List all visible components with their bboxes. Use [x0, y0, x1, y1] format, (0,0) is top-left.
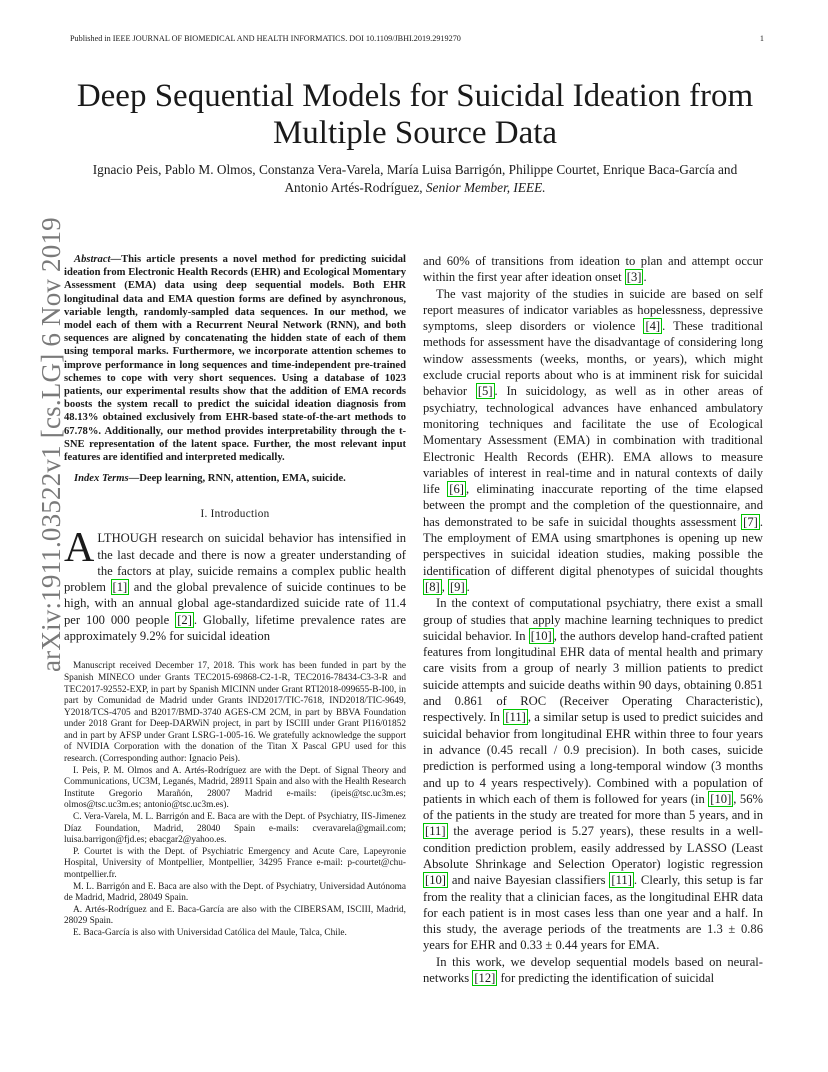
footnote: C. Vera-Varela, M. L. Barrigón and E. Baca are with the Dept. of Psychiatry, IIS-Jimenez Díaz Foundation, Madrid, 28040 Spain e-mails: cveravarela@gmail.com; luisa.barrigon@fjd.es; ebacgar2@yahoo.es. — [64, 812, 406, 846]
body-paragraph — [423, 286, 763, 596]
citation-link[interactable]: [11] — [505, 710, 526, 725]
arxiv-watermark: arXiv:1911.03522v1 [cs.LG] 6 Nov 2019 — [36, 217, 66, 672]
section-heading: I. Introduction — [200, 508, 270, 521]
footnote: P. Courtet is with the Dept. of Psychiatric Emergency and Acute Care, Lapeyronie Hospital, University of Montpellier, Montpellier, 34295 France e-mail: p-courtet@chu-montpellier.fr. — [64, 846, 406, 881]
citation-link[interactable]: [1] — [112, 580, 128, 595]
footnote: Manuscript received December 17, 2018. This work has been funded in part by the Spanish MINECO under Grants TEC2015-69868-C2-1-R, TEC2016-78434-C3-3-R and TEC2017-92552-EXP, in part by Spanish MICINN under Grant RTI2018-099655-B-I00, in part by Comunidad de Madrid under Grants IND2017/TIC-7618, IND2018/TIC-9649, Y2018/TCS-4705 and B2017/BMD-3740 AGES-CM 2CM, in part by BBVA Foundation under 2018 Grant for Deep-DARWiN project, in part by ISCIII under Grant PI16/01852 and in part by AFSP under Grant LSRG-1-005-16. We gratefully acknowledge the support of NVIDIA Corporation with the donation of the Titan X Pascal GPU used for this research. (Corresponding author: Ignacio Peis). — [64, 661, 406, 765]
body-text: . — [466, 579, 470, 594]
index-terms-text: —Deep learning, RNN, attention, EMA, suicide. — [128, 473, 346, 485]
body-text: , 56% of the patients in the study are treated for more than 5 years, and in — [423, 791, 763, 823]
citation-link[interactable]: [6] — [449, 482, 464, 497]
body-text: and 60% of transitions from ideation to plan and attempt occur within the first year after ideation onset — [423, 254, 763, 285]
body-text: . These traditional methods for assessment have the disadvantage of considering long window assessments (weeks, months, or years), which might exclude crucial reports about who is at imminent risk for suicidal behavior — [423, 319, 763, 399]
citation-link[interactable]: [4] — [645, 319, 661, 334]
body-text: . The employment of EMA using smartphones is opening up new perspectives in suicidal ideation studies, making possible the identification of different digital phenotypes of suicidal thoughts — [423, 514, 763, 578]
body-text: , a similar setup is used to predict suicides and suicidal behavior from longitudinal EHR within three to four years in advance (0.45 recall / 0.9 precision). In both cases, suicide prediction is performed using a long-temporal window (3 months and up to 4 years respectively). Combined with a population of patients in which each of them is followed for years (in — [423, 710, 763, 806]
body-text: In the context of computational psychiatry, there exist a small group of studies that apply machine learning techniques to predict suicidal behavior. In — [423, 596, 763, 643]
body-text: for predicting the identification of suicidal — [497, 971, 715, 986]
citation-link[interactable]: [10] — [710, 791, 732, 806]
abstract — [64, 253, 406, 464]
journal-line: Published in IEEE JOURNAL OF BIOMEDICAL AND HEALTH INFORMATICS. DOI 10.1109/JBHI.2019.2919270 — [70, 34, 461, 43]
abstract-text: —This article presents a novel method for predicting suicidal ideation from Electronic Health Records (EHR) and Ecological Momentary Assessment (EMA) data using deep sequential models. Both EHR longitudinal data and EMA question forms are defined by asynchronous, variable length, randomly-sampled data sequences. In our method, we model each of them with a Recurrent Neural Network (RNN), and both sequences are aligned by concatenating the hidden state of each of them using temporal marks. Furthermore, we incorporate attention schemes to improve performance in long sequences and time-independent pre-trained schemes to cope with very short sequences. Using a database of 1023 patients, our experimental results show that the addition of EMA records boosts the system recall to predict the suicidal ideation diagnosis from 48.13% obtained exclusively from EHR-based state-of-the-art methods to 67.78%. Additionally, our method provides interpretability through the t-SNE representation of the latent space. Further, the most relevant input features are identified and interpreted medically. — [64, 254, 406, 464]
citation-link[interactable]: [9] — [449, 579, 465, 594]
body-text: , eliminating inaccurate reporting of the time elapsed between the prompt and the completion of the questionnaire, and has demonstrated to be safe in suicidal thoughts assessment — [423, 482, 763, 529]
body-text: and naive Bayesian classifiers — [447, 873, 610, 888]
citation-link[interactable]: [2] — [177, 612, 192, 627]
right-column — [423, 253, 763, 986]
footnotes — [64, 661, 406, 939]
body-text: In this work, we develop sequential models based on neural-networks — [423, 954, 763, 986]
body-text: . Clearly, this setup is far from the reality that a clinician faces, as the longitudinal EHR data for each patient is in most cases less than one year and a half. In this study, the average periods of the treatments are 1.3 ± 0.86 years for EHR and 0.33 ± 0.44 years for EMA. — [423, 873, 763, 953]
citation-link[interactable]: [10] — [530, 628, 552, 643]
body-text: , the authors develop hand-crafted patient features from longitudinal EHR data of mental health and primary care visits from a group of nearly 3 million patients to predict suicide attempts and suicide deaths within 90 days, obtaining 0.851 and 0.861 of ROC (Receiver Operating Characteristic), respectively. In — [423, 628, 763, 725]
intro-paragraph — [64, 525, 407, 644]
index-terms — [64, 472, 406, 485]
citation-link[interactable]: [10] — [425, 873, 446, 888]
left-column — [64, 253, 406, 940]
citation-link[interactable]: [11] — [425, 824, 446, 839]
body-text: . In suicidology, as well as in other areas of psychiatry, technological advances have enhanced ambulatory monitoring techniques and facilitate the use of Ecological Momentary Assessment (EMA) in combination with traditional Electronic Health Records (EHR). EMA allows to measure variables of interest in real-time and in natural contexts of daily life — [423, 384, 763, 497]
body-text: The vast majority of the studies in suicide are based on self report measures of indicator variables as hopelessness, depressive symptoms, sleep disorders or violence — [423, 286, 763, 334]
paper-title: Deep Sequential Models for Suicidal Ideation from Multiple Source Data — [76, 78, 754, 151]
intro-text-2: and the global prevalence of suicide continues to be high, with an annual global age-standardized suicide rate of 11.4 per 100 000 people — [64, 580, 407, 627]
page-number: 1 — [759, 34, 764, 43]
author-honor: Senior Member, IEEE. — [425, 180, 546, 195]
body-text: the average period is 5.27 years), these results in a well-condition prediction problem, easily addressed by LASSO (Least Absolute Shrinkage and Selection Operator) logistic regression — [423, 824, 763, 871]
body-text: . — [643, 270, 647, 285]
body-paragraph — [423, 253, 763, 286]
citation-link[interactable]: [12] — [474, 971, 496, 986]
footnote: M. L. Barrigón and E. Baca are also with the Dept. of Psychiatry, Universidad Autónoma de Madrid, Madrid, 28049 Spain. — [64, 881, 406, 904]
body-text: , — [441, 579, 448, 594]
intro-text-1: LTHOUGH research on suicidal behavior has intensified in the last decade and there is now a greater understanding of the factors at play, suicide remains a complex public health problem — [64, 531, 406, 595]
citation-link[interactable]: [8] — [425, 579, 440, 594]
footnote: I. Peis, P. M. Olmos and A. Artés-Rodríguez are with the Dept. of Signal Theory and Communications, UC3M, Leganés, Madrid, 28911 Spain and also with the Health Research Institute Gregorio Marañón, 28007 Madrid e-mails: (ipeis@tsc.uc3m.es; olmos@tsc.uc3m.es; antonio@tsc.uc3m.es). — [64, 765, 406, 811]
body-paragraph — [423, 954, 763, 987]
citation-link[interactable]: [5] — [477, 384, 493, 399]
citation-link[interactable]: [11] — [611, 873, 632, 888]
footnote: A. Artés-Rodríguez and E. Baca-García are also with the CIBERSAM, ISCIII, Madrid, 28029 Spain. — [64, 904, 406, 927]
drop-cap: A — [64, 525, 95, 572]
citation-link[interactable]: [7] — [743, 514, 758, 529]
index-terms-label: Index Terms — [74, 473, 129, 485]
body-paragraph — [423, 595, 763, 954]
intro-text-3: . Globally, lifetime prevalence rates are approximately 9.2% for suicidal ideation — [64, 612, 406, 644]
footnote: E. Baca-García is also with Universidad Católica del Maule, Talca, Chile. — [73, 927, 347, 938]
author-names: Ignacio Peis, Pablo M. Olmos, Constanza Vera-Varela, María Luisa Barrigón, Philippe Courtet, Enrique Baca-García and Antonio Artés-Rodríguez, — [92, 162, 738, 195]
author-list — [75, 161, 755, 197]
citation-link[interactable]: [3] — [626, 270, 642, 285]
abstract-label: Abstract — [74, 254, 111, 265]
